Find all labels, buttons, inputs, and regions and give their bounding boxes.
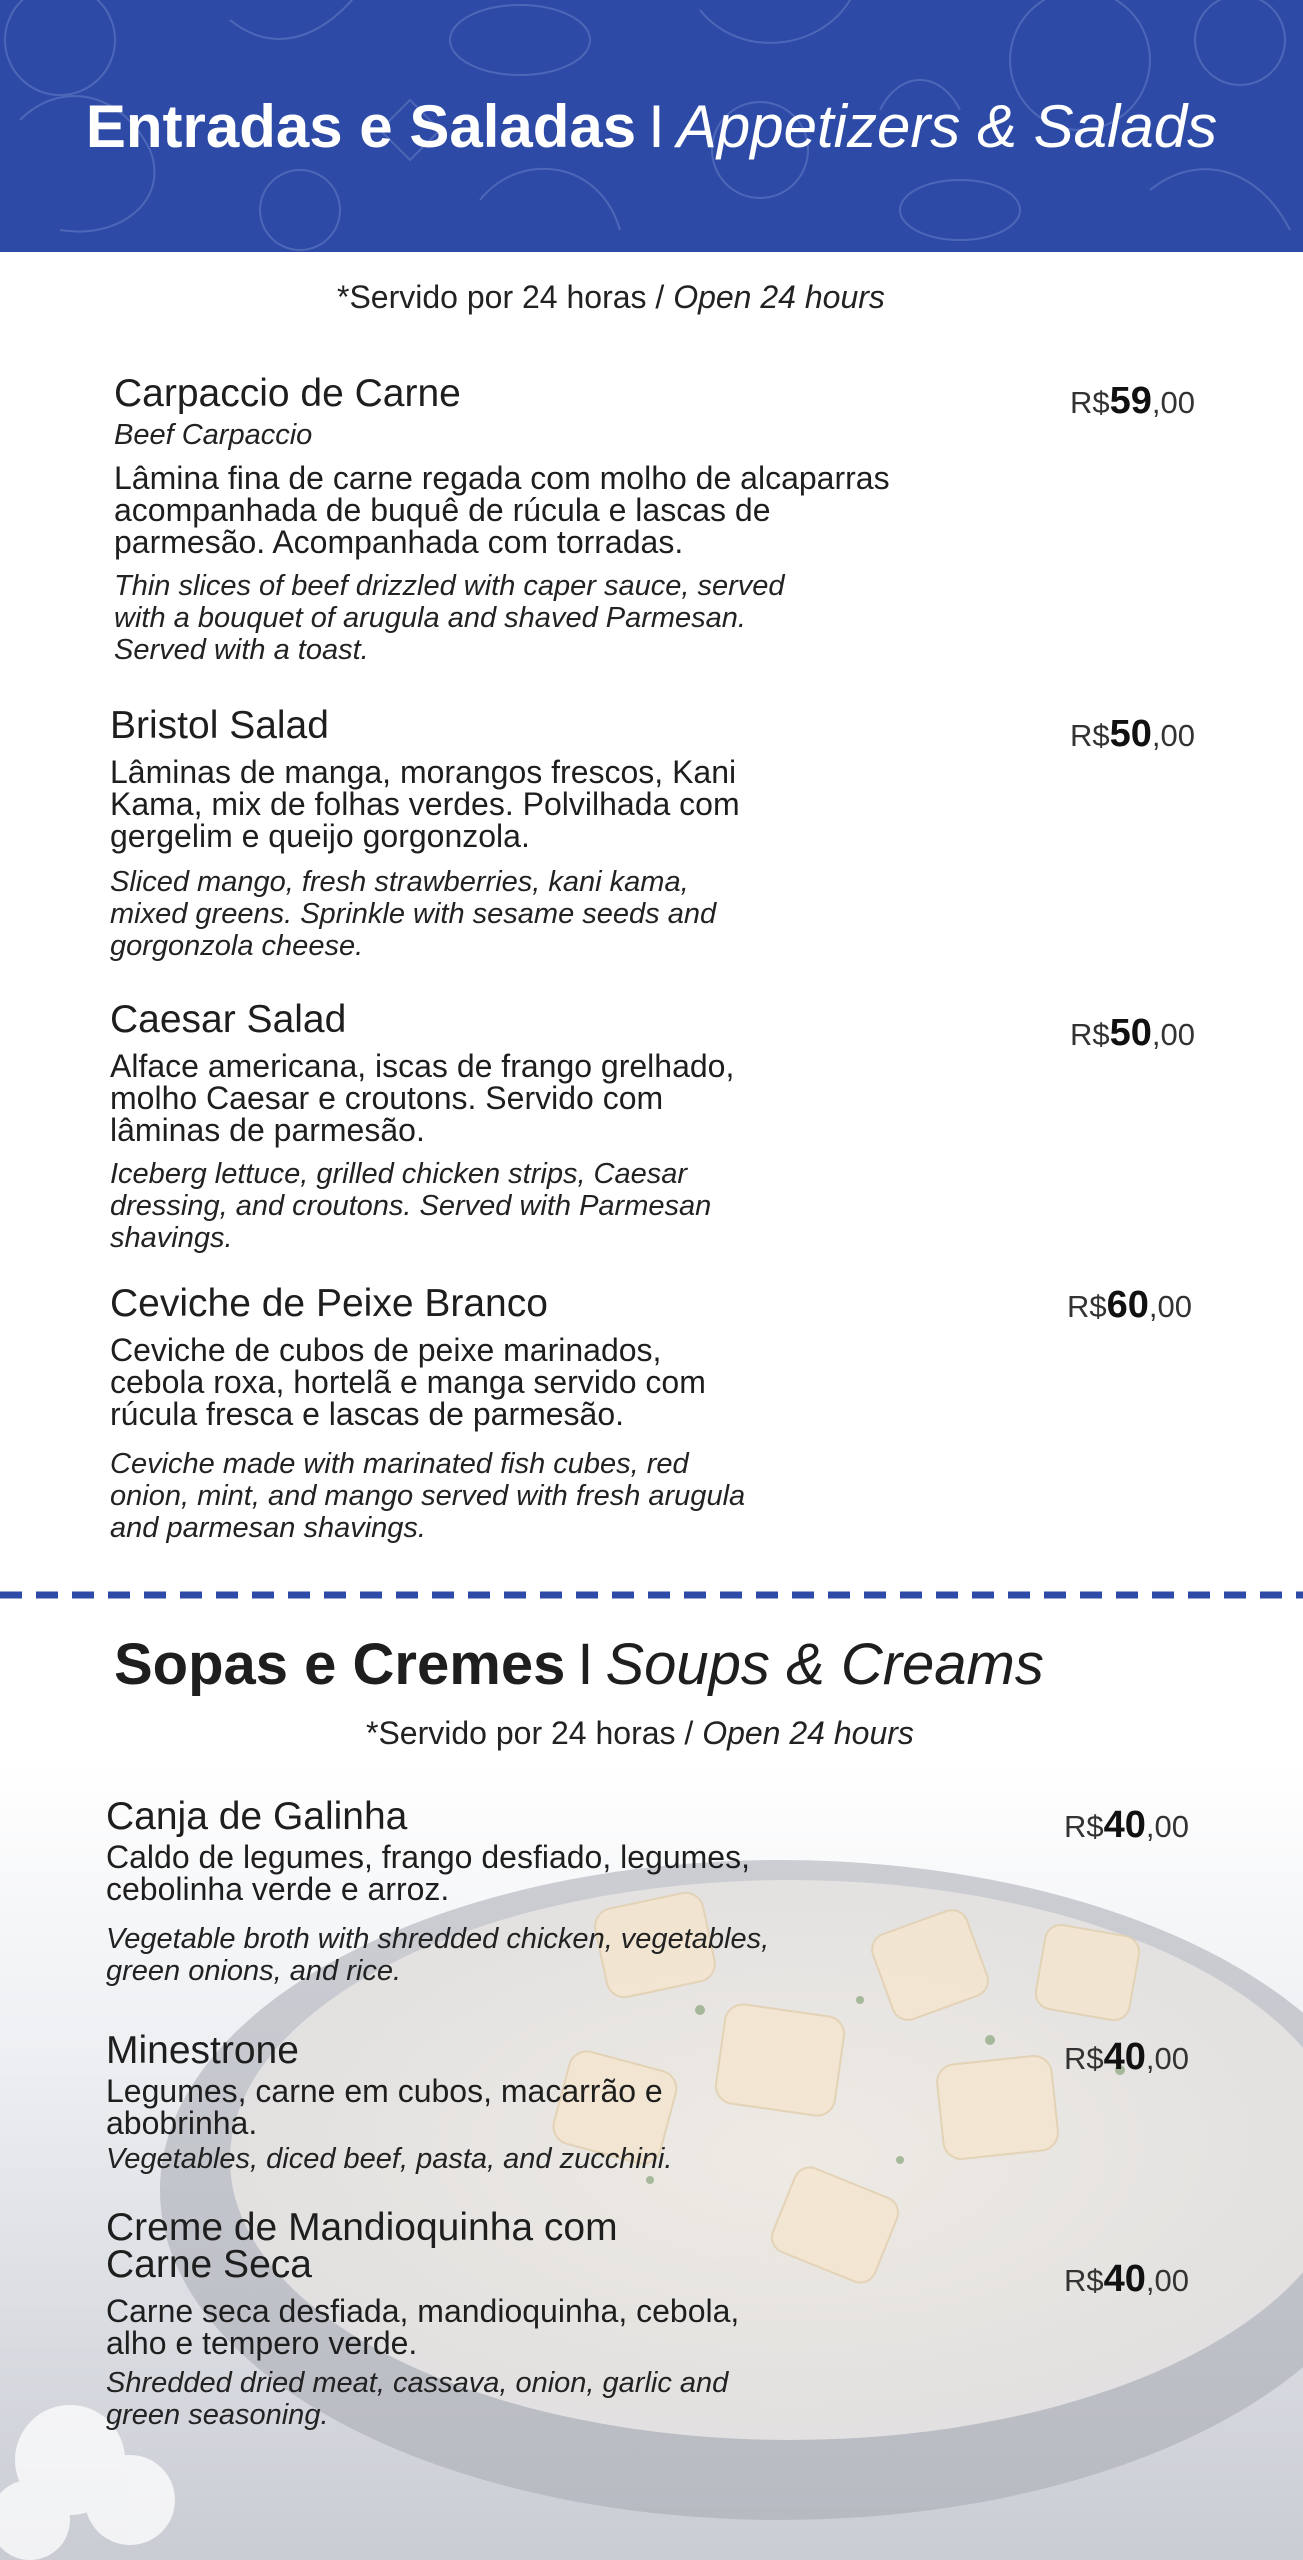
price-currency: R$ — [1070, 385, 1110, 420]
menu-item — [106, 2206, 1303, 2431]
item-price — [1067, 1285, 1192, 1327]
price-cents: ,00 — [1145, 2263, 1190, 2298]
item-description-pt: Caldo de legumes, frango desfiado, legumes, cebolinha verde e arroz. — [106, 1839, 750, 1907]
item-description-en: Vegetables, diced beef, pasta, and zucchini. — [106, 2143, 673, 2175]
item-name: Canja de Galinha — [106, 1795, 408, 1838]
item-name: Creme de Mandioquinha com Carne Seca — [106, 2206, 618, 2286]
item-name: Caesar Salad — [110, 998, 347, 1041]
title-english: Soups & Creams — [605, 1632, 1044, 1697]
price-currency: R$ — [1070, 1017, 1110, 1052]
item-price — [1070, 714, 1195, 756]
item-price — [1064, 2037, 1189, 2079]
item-name-english: Beef Carpaccio — [114, 419, 313, 451]
item-description-pt: Legumes, carne em cubos, macarrão e abobrinha. — [106, 2073, 663, 2141]
item-name: Bristol Salad — [110, 704, 329, 747]
price-integer: 40 — [1103, 1804, 1146, 1846]
price-integer: 50 — [1109, 713, 1152, 755]
item-name: Carpaccio de Carne — [114, 372, 461, 415]
item-description-pt: Lâminas de manga, morangos frescos, Kani Kama, mix de folhas verdes. Polvilhada com gergelim e queijo gorgonzola. — [110, 754, 740, 854]
item-description-en: Ceviche made with marinated fish cubes, red onion, mint, and mango served with fresh arugula and parmesan shavings. — [110, 1448, 746, 1544]
title-portuguese: Sopas e Cremes — [114, 1632, 566, 1697]
item-price — [1064, 2259, 1189, 2301]
price-integer: 50 — [1109, 1012, 1152, 1054]
title-separator: I — [577, 1632, 594, 1697]
price-cents: ,00 — [1145, 2041, 1190, 2076]
price-integer: 40 — [1103, 2036, 1146, 2078]
price-cents: ,00 — [1151, 718, 1196, 753]
served-note-pt: *Servido por 24 horas / — [366, 1715, 703, 1751]
dashed-divider — [0, 1591, 1303, 1599]
price-currency: R$ — [1064, 2263, 1104, 2298]
item-name: Ceviche de Peixe Branco — [110, 1282, 548, 1325]
served-note-en: Open 24 hours — [673, 279, 885, 315]
price-currency: R$ — [1067, 1289, 1107, 1324]
item-description-pt: Carne seca desfiada, mandioquinha, cebola, alho e tempero verde. — [106, 2293, 740, 2361]
item-price — [1070, 381, 1195, 423]
price-integer: 60 — [1106, 1284, 1149, 1326]
item-price — [1070, 1013, 1195, 1055]
served-hours-note — [366, 1714, 914, 1752]
price-currency: R$ — [1064, 2041, 1104, 2076]
item-description-en: Iceberg lettuce, grilled chicken strips, Caesar dressing, and croutons. Served with Parmesan shavings. — [110, 1158, 712, 1254]
section-title-appetizers — [0, 92, 1303, 162]
item-name: Minestrone — [106, 2029, 299, 2072]
item-description-en: Shredded dried meat, cassava, onion, garlic and green seasoning. — [106, 2367, 729, 2431]
item-description-pt: Lâmina fina de carne regada com molho de alcaparras acompanhada de buquê de rúcula e lascas de parmesão. Acompanhada com torradas. — [114, 460, 890, 560]
item-description-en: Vegetable broth with shredded chicken, vegetables, green onions, and rice. — [106, 1923, 770, 1987]
price-currency: R$ — [1064, 1809, 1104, 1844]
served-note-en: Open 24 hours — [702, 1715, 914, 1751]
price-cents: ,00 — [1151, 385, 1196, 420]
title-english: Appetizers & Salads — [676, 93, 1218, 160]
price-cents: ,00 — [1151, 1017, 1196, 1052]
price-integer: 40 — [1103, 2258, 1146, 2300]
title-separator: I — [648, 93, 665, 160]
section-title-soups — [114, 1630, 1044, 1700]
served-note-pt: *Servido por 24 horas / — [337, 279, 674, 315]
price-cents: ,00 — [1148, 1289, 1193, 1324]
item-description-pt: Alface americana, iscas de frango grelhado, molho Caesar e croutons. Servido com lâminas de parmesão. — [110, 1048, 735, 1148]
price-integer: 59 — [1109, 380, 1152, 422]
item-description-pt: Ceviche de cubos de peixe marinados, cebola roxa, hortelã e manga servido com rúcula fresca e lascas de parmesão. — [110, 1332, 706, 1432]
item-description-en: Thin slices of beef drizzled with caper sauce, served with a bouquet of arugula and shaved Parmesan. Served with a toast. — [114, 570, 785, 666]
item-description-en: Sliced mango, fresh strawberries, kani kama, mixed greens. Sprinkle with sesame seeds and gorgonzola cheese. — [110, 866, 717, 962]
served-hours-note — [337, 278, 885, 316]
item-price — [1064, 1805, 1189, 1847]
title-portuguese: Entradas e Saladas — [85, 93, 637, 160]
section-header-banner — [0, 0, 1303, 252]
price-currency: R$ — [1070, 718, 1110, 753]
price-cents: ,00 — [1145, 1809, 1190, 1844]
